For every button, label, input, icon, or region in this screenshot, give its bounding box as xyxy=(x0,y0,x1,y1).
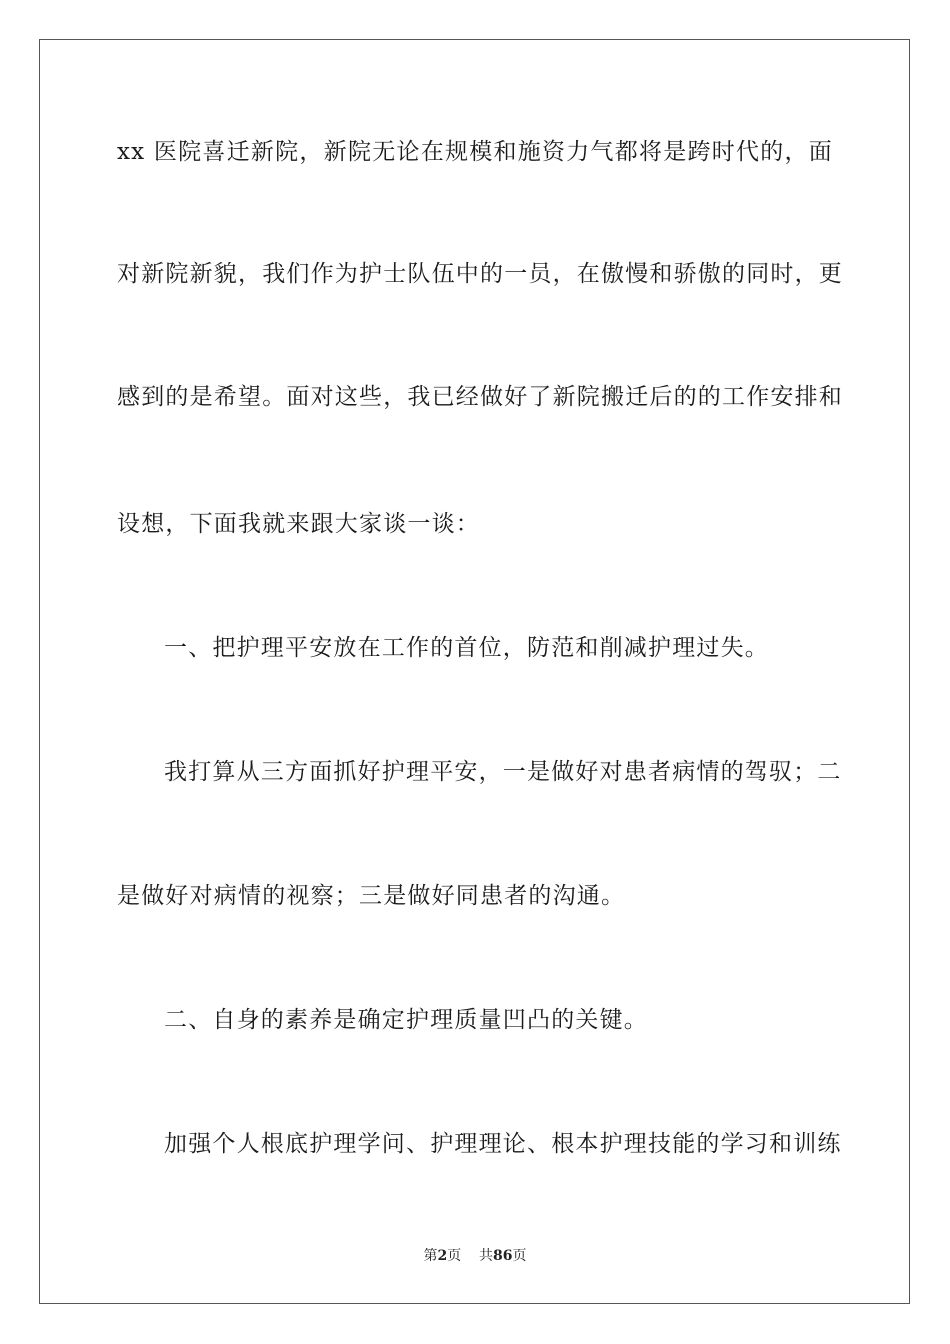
body-line-3: 感到的是希望。面对这些，我已经做好了新院搬迁后的的工作安排和 xyxy=(117,384,843,410)
footer-page-number: 2 xyxy=(437,1248,448,1264)
body-line-7: 是做好对病情的视察；三是做好同患者的沟通。 xyxy=(117,883,626,909)
footer-page-suffix: 页 xyxy=(447,1248,462,1264)
footer-total-suffix: 页 xyxy=(512,1248,527,1264)
section-heading-1: 一、把护理平安放在工作的首位，防范和削减护理过失。 xyxy=(164,635,769,661)
section-heading-2: 二、自身的素养是确定护理质量凹凸的关键。 xyxy=(164,1007,648,1033)
footer-total-pages: 86 xyxy=(493,1248,513,1264)
page-border xyxy=(39,39,910,1304)
page-footer xyxy=(0,1247,950,1265)
body-line-1: xx 医院喜迁新院，新院无论在规模和施资力气都将是跨时代的，面 xyxy=(117,139,833,165)
footer-total-prefix: 共 xyxy=(479,1248,494,1264)
body-line-6: 我打算从三方面抓好护理平安，一是做好对患者病情的驾驭；二 xyxy=(164,759,842,785)
body-line-4: 设想，下面我就来跟大家谈一谈： xyxy=(117,511,480,537)
body-line-9: 加强个人根底护理学问、护理理论、根本护理技能的学习和训练 xyxy=(164,1131,842,1157)
footer-page-prefix: 第 xyxy=(423,1248,438,1264)
body-line-2: 对新院新貌，我们作为护士队伍中的一员，在傲慢和骄傲的同时，更 xyxy=(117,261,843,287)
